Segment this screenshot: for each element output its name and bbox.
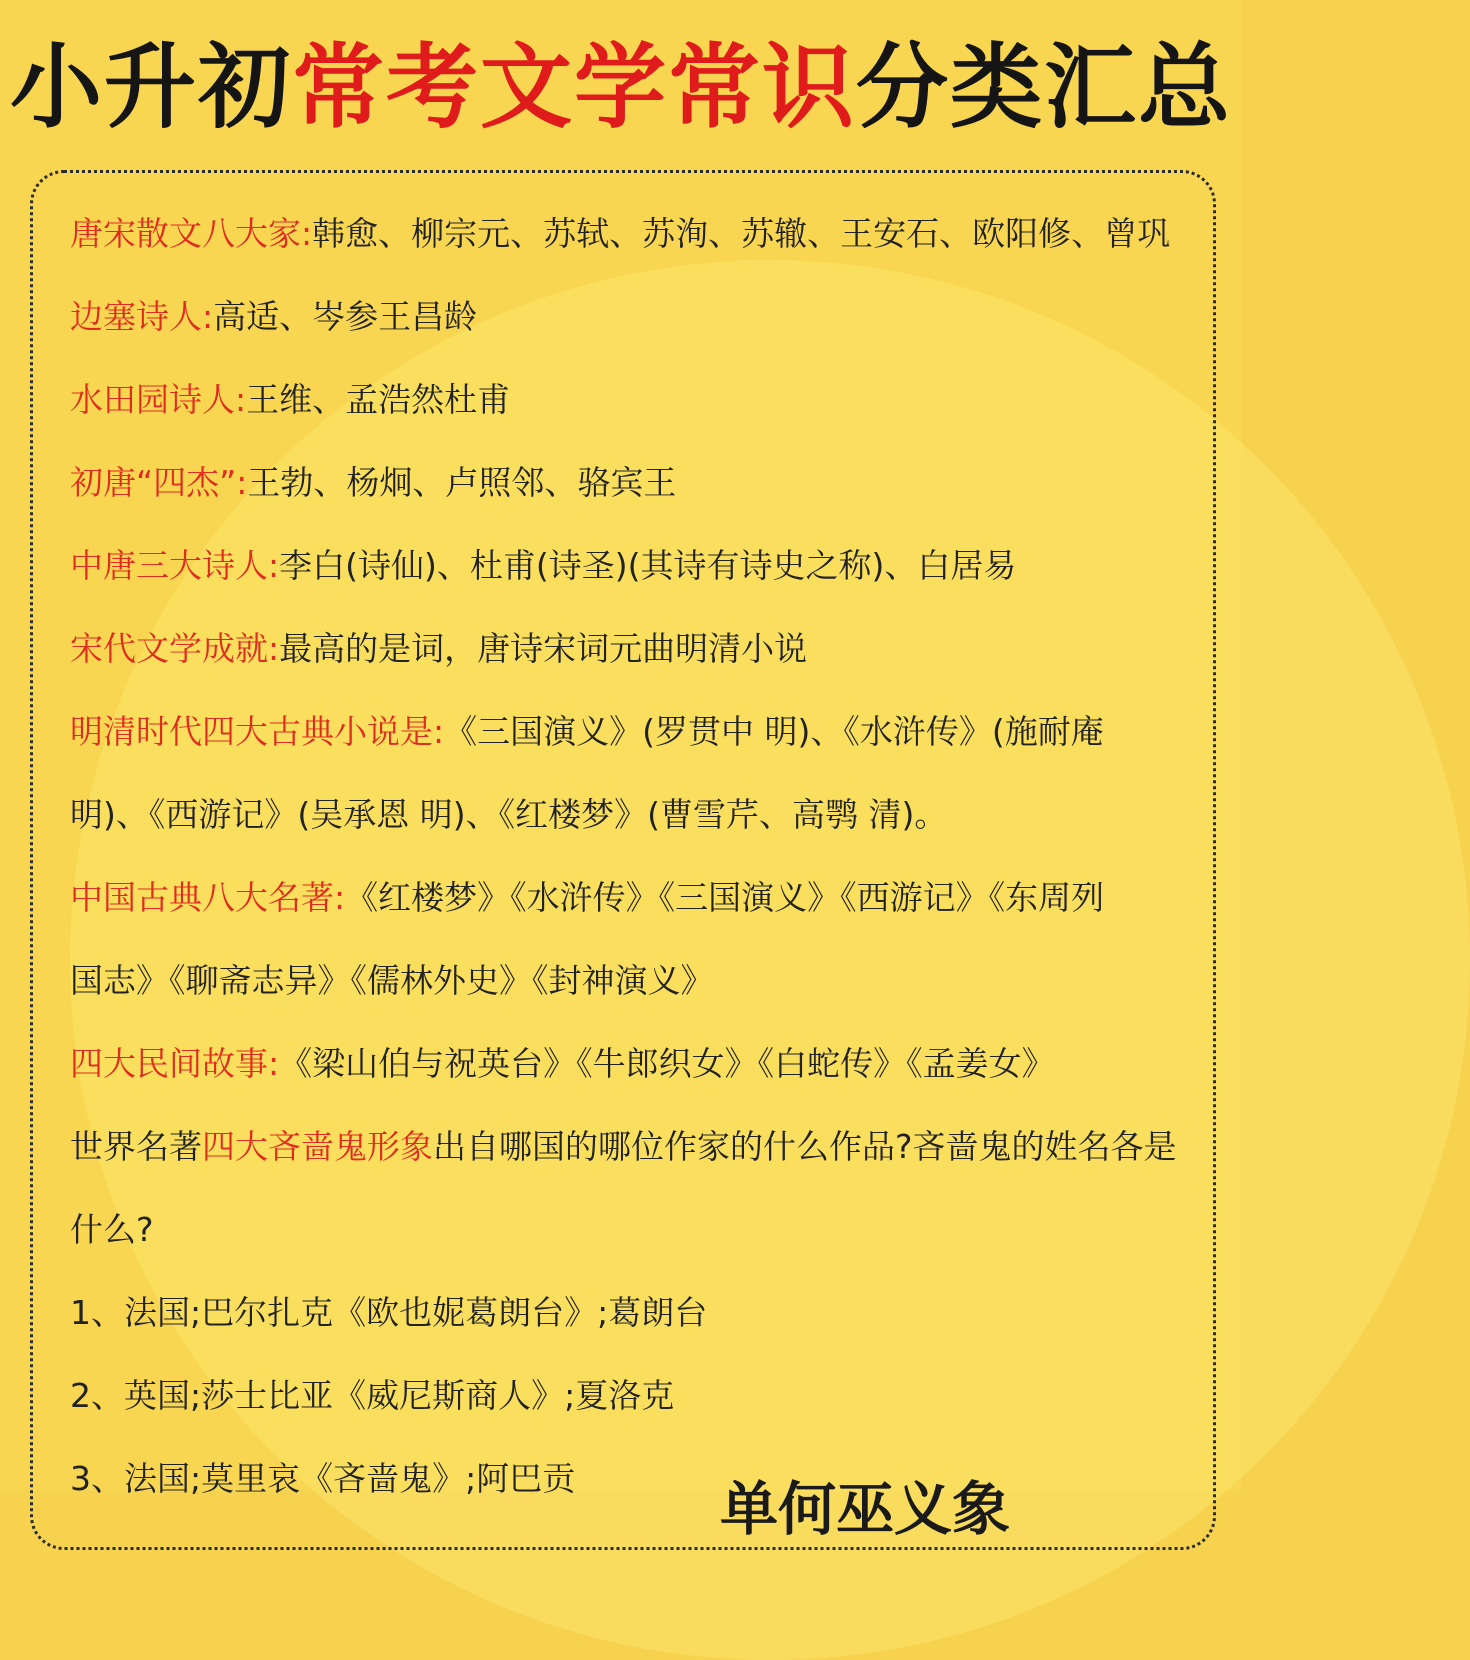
list-item: [70, 275, 1200, 358]
answer-item: 3、法国;莫里哀《吝啬鬼》;阿巴贡: [70, 1459, 576, 1498]
question-post: 出自哪国的哪位作家的什么作品?吝啬鬼的姓名各是: [433, 1127, 1177, 1166]
question-continuation: [70, 1188, 1200, 1271]
item-text: 王勃、杨炯、卢照邻、骆宾王: [247, 463, 677, 502]
item-label: 唐宋散文八大家:: [70, 214, 313, 253]
title-highlight: 常考文学常识: [291, 34, 856, 141]
item-text: 明)、《西游记》(吴承恩 明)、《红楼梦》(曹雪芹、高鹗 清)。: [70, 795, 948, 834]
item-text: 高适、岑参王昌龄: [213, 297, 478, 336]
list-item-continuation: [70, 939, 1200, 1022]
page-title: [0, 28, 1242, 148]
item-text: 《梁山伯与祝英台》《牛郎织女》《白蛇传》《孟姜女》: [279, 1044, 1055, 1083]
item-text: 王维、孟浩然杜甫: [246, 380, 511, 419]
answer-item: 2、英国;莎士比亚《威尼斯商人》;夏洛克: [70, 1376, 675, 1415]
item-label: 中唐三大诗人:: [70, 546, 280, 585]
item-text: 最高的是词，唐诗宋词元曲明清小说: [279, 629, 808, 668]
item-text: 国志》《聊斋志异》《儒林外史》《封神演义》: [70, 961, 714, 1000]
item-label: 中国古典八大名著:: [70, 878, 346, 917]
list-item: [70, 358, 1200, 441]
question-highlight: 四大吝啬鬼形象: [202, 1127, 433, 1166]
list-item: [70, 607, 1200, 690]
list-item: [70, 1022, 1200, 1105]
item-text: 李白(诗仙)、杜甫(诗圣)(其诗有诗史之称)、白居易: [279, 546, 1017, 585]
item-label: 明清时代四大古典小说是:: [70, 712, 445, 751]
item-label: 水田园诗人:: [70, 380, 247, 419]
item-label: 初唐“四杰”:: [70, 463, 248, 502]
item-text: 《三国演义》(罗贯中 明)、《水浒传》(施耐庵: [444, 712, 1104, 751]
item-label: 边塞诗人:: [70, 297, 214, 336]
list-item: [70, 856, 1200, 939]
answer-item: 1、法国;巴尔扎克《欧也妮葛朗台》;葛朗台: [70, 1293, 708, 1332]
list-item: [70, 524, 1200, 607]
list-item: [70, 690, 1200, 773]
list-item: [70, 441, 1200, 524]
knowledge-list: [70, 192, 1200, 1520]
question-cont: 什么?: [70, 1210, 154, 1249]
item-text: 《红楼梦》《水浒传》《三国演义》《西游记》《东周列: [345, 878, 1105, 917]
list-item-continuation: [70, 773, 1200, 856]
title-part-2: 分类汇总: [856, 34, 1233, 141]
item-label: 四大民间故事:: [70, 1044, 280, 1083]
question-pre: 世界名著: [70, 1127, 202, 1166]
question-line: [70, 1105, 1200, 1188]
title-part-1: 小升初: [9, 34, 292, 141]
partial-footer-text: 单何巫义象: [720, 1475, 1011, 1543]
item-text: 韩愈、柳宗元、苏轼、苏洵、苏辙、王安石、欧阳修、曾巩: [312, 214, 1171, 253]
list-item: [70, 192, 1200, 275]
item-label: 宋代文学成就:: [70, 629, 280, 668]
